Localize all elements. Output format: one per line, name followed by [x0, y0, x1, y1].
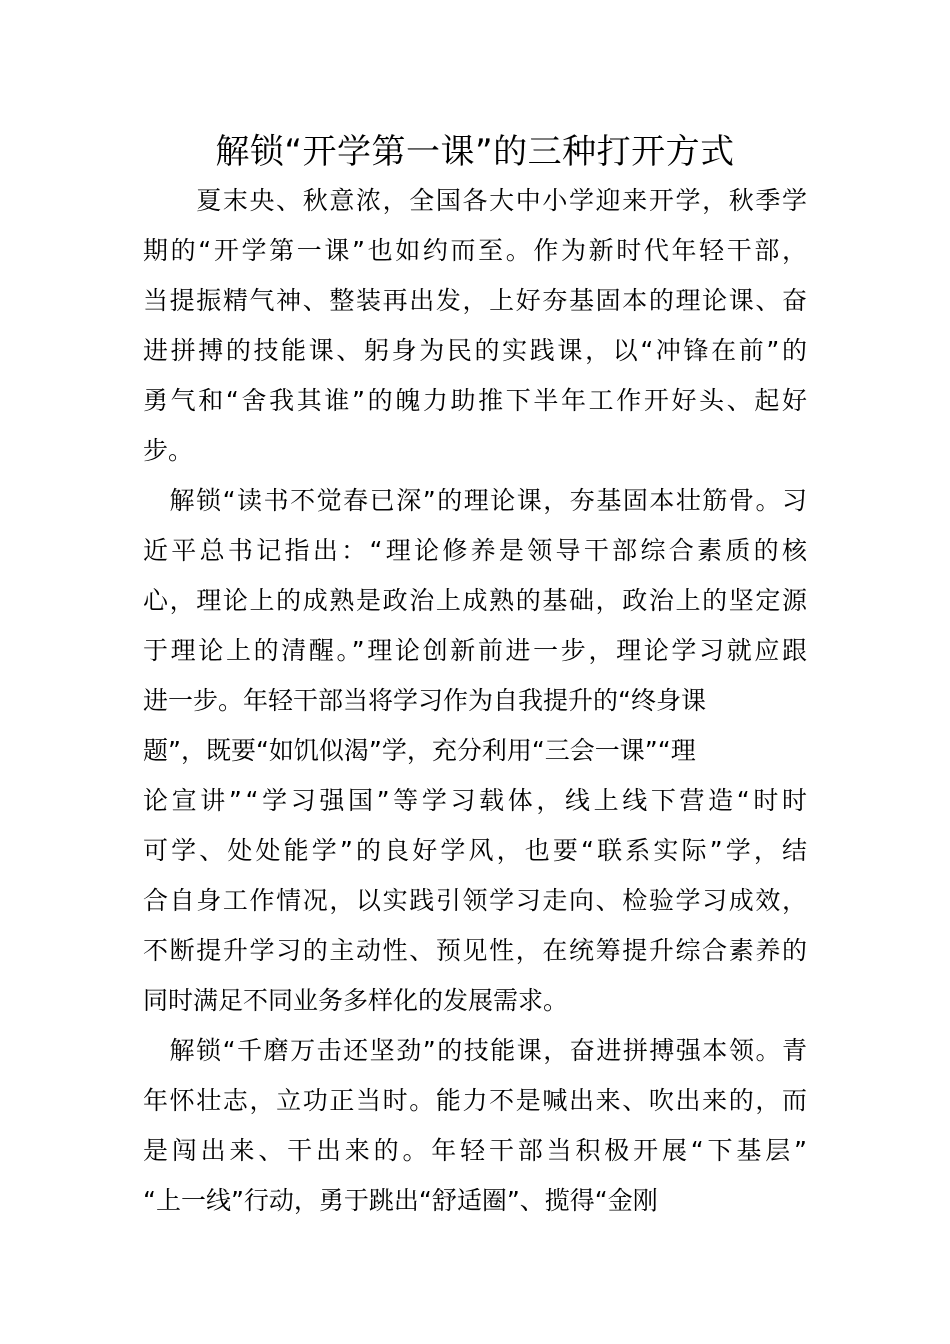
body-line: 期的“开学第一课”也如约而至。作为新时代年轻干部， — [143, 236, 810, 265]
body-line: 夏末央、秋意浓，全国各大中小学迎来开学，秋季学 — [143, 186, 809, 215]
body-line: 进一步。年轻干部当将学习作为自我提升的“终身课 — [143, 686, 706, 715]
body-line: 题”，既要“如饥似渴”学，充分利用“三会一课”“理 — [143, 736, 696, 765]
body-line: 当提振精气神、整装再出发，上好夯基固本的理论课、奋 — [143, 286, 809, 315]
document-title: 解锁“开学第一课”的三种打开方式 — [215, 132, 735, 172]
body-line: 合自身工作情况，以实践引领学习走向、检验学习成效， — [143, 886, 809, 915]
body-line: 是闯出来、干出来的。年轻干部当积极开展“下基层” — [143, 1136, 811, 1165]
document-body — [143, 176, 811, 1226]
body-line: “上一线”行动，勇于跳出“舒适圈”、揽得“金刚 — [143, 1186, 658, 1215]
body-line: 进拼搏的技能课、躬身为民的实践课，以“冲锋在前”的 — [143, 336, 810, 365]
body-line: 可学、处处能学”的良好学风，也要“联系实际”学，结 — [143, 836, 811, 865]
body-line: 步。 — [143, 436, 194, 465]
body-line: 年怀壮志，立功正当时。能力不是喊出来、吹出来的，而 — [143, 1086, 809, 1115]
body-line: 心，理论上的成熟是政治上成熟的基础，政治上的坚定源 — [143, 586, 809, 615]
body-line: 近平总书记指出：“理论修养是领导干部综合素质的核 — [143, 536, 811, 565]
body-line: 解锁“千磨万击还坚劲”的技能课，奋进拼搏强本领。青 — [143, 1036, 809, 1065]
body-line: 论宣讲”“学习强国”等学习载体，线上线下营造“时时 — [143, 786, 811, 815]
body-line: 解锁“读书不觉春已深”的理论课，夯基固本壮筋骨。习 — [143, 486, 809, 515]
body-line: 同时满足不同业务多样化的发展需求。 — [143, 986, 569, 1015]
body-line: 勇气和“舍我其谁”的魄力助推下半年工作开好头、起好 — [143, 386, 810, 415]
body-line: 不断提升学习的主动性、预见性，在统筹提升综合素养的 — [143, 936, 809, 965]
body-line: 于理论上的清醒。”理论创新前进一步，理论学习就应跟 — [143, 636, 810, 665]
